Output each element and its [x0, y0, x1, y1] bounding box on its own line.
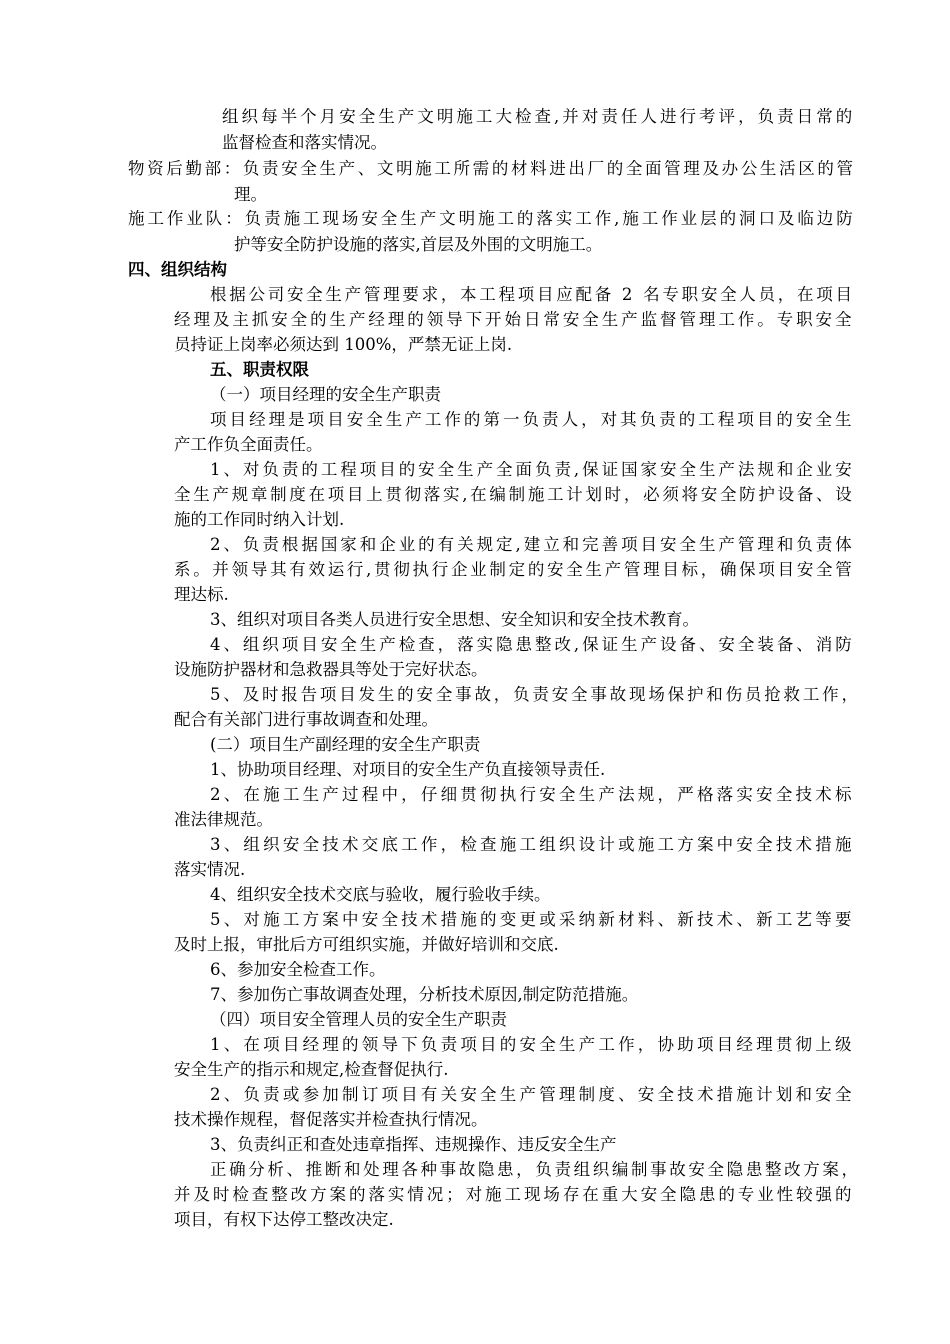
text-line: 设施防护器材和急救器具等处于完好状态。	[174, 660, 488, 679]
text-line: 4、组织项目安全生产检查，落实隐患整改,保证生产设备、安全装备、消防	[210, 635, 855, 654]
text-line: 项目，有权下达停工整改决定.	[174, 1210, 394, 1229]
text-line: 正确分析、推断和处理各种事故隐患，负责组织编制事故安全隐患整改方案，	[210, 1160, 861, 1179]
text-line: 产工作负全面责任。	[174, 435, 323, 454]
text-line: 2、负责根据国家和企业的有关规定,建立和完善项目安全生产管理和负责体	[210, 535, 855, 554]
text-line: 员持证上岗率必须达到 100%，严禁无证上岗.	[174, 335, 513, 354]
text-line: 项目经理是项目安全生产工作的第一负责人，对其负责的工程项目的安全生	[210, 410, 855, 429]
text-line: 及时上报，审批后方可组织实施，并做好培训和交底.	[174, 935, 559, 954]
text-line: 施的工作同时纳入计划.	[174, 510, 345, 529]
text-line: (二）项目生产副经理的安全生产职责	[210, 735, 481, 754]
text-line: 落实情况.	[174, 860, 246, 879]
text-line: 经理及主抓安全的生产经理的领导下开始日常安全生产监督管理工作。专职安全	[174, 310, 855, 329]
text-line: 4、组织安全技术交底与验收，履行验收手续。	[210, 885, 551, 904]
text-line: 施工作业队：负责施工现场安全生产文明施工的落实工作,施工作业层的洞口及临边防	[128, 209, 856, 228]
text-line: 安全生产的指示和规定,检查督促执行.	[174, 1060, 449, 1079]
text-line: 配合有关部门进行事故调查和处理。	[174, 710, 438, 729]
text-line: 系。并领导其有效运行,贯彻执行企业制定的安全生产管理目标，确保项目安全管	[174, 560, 855, 579]
text-line: 3、负责纠正和查处违章指挥、违规操作、违反安全生产	[210, 1135, 617, 1154]
text-line: 理达标.	[174, 585, 229, 604]
text-line: 理。	[234, 185, 267, 204]
section-heading: 四、组织结构	[128, 260, 227, 279]
section-heading: 五、职责权限	[210, 360, 309, 379]
text-line: （四）项目安全管理人员的安全生产职责	[210, 1010, 507, 1029]
text-line: 根据公司安全生产管理要求，本工程项目应配备 2 名专职安全人员，在项目	[210, 285, 855, 304]
text-line: 技术操作规程，督促落实并检查执行情况。	[174, 1110, 488, 1129]
text-line: 并及时检查整改方案的落实情况；对施工现场存在重大安全隐患的专业性较强的	[174, 1185, 855, 1204]
text-line: 6、参加安全检查工作。	[210, 960, 386, 979]
text-line: 全生产规章制度在项目上贯彻落实,在编制施工计划时，必须将安全防护设备、设	[174, 485, 855, 504]
text-line: 1、协助项目经理、对项目的安全生产负直接领导责任.	[210, 760, 606, 779]
text-line: 准法律规范。	[174, 810, 273, 829]
text-line: 1、对负责的工程项目的安全生产全面负责,保证国家安全生产法规和企业安	[210, 460, 855, 479]
text-line: 2、在施工生产过程中，仔细贯彻执行安全生产法规，严格落实安全技术标	[210, 785, 855, 804]
text-line: 5、及时报告项目发生的安全事故，负责安全事故现场保护和伤员抢救工作，	[210, 685, 861, 704]
text-line: 物资后勤部：负责安全生产、文明施工所需的材料进出厂的全面管理及办公生活区的管	[128, 159, 856, 178]
text-line: 2、负责或参加制订项目有关安全生产管理制度、安全技术措施计划和安全	[210, 1085, 855, 1104]
text-line: 1、在项目经理的领导下负责项目的安全生产工作，协助项目经理贯彻上级	[210, 1035, 855, 1054]
text-line: 5、对施工方案中安全技术措施的变更或采纳新材料、新技术、新工艺等要	[210, 910, 855, 929]
text-line: 3、组织安全技术交底工作，检查施工组织设计或施工方案中安全技术措施	[210, 835, 855, 854]
text-line: 监督检查和落实情况。	[222, 133, 387, 152]
text-line: 3、组织对项目各类人员进行安全思想、安全知识和安全技术教育。	[210, 610, 699, 629]
text-line: 7、参加伤亡事故调查处理，分析技术原因,制定防范措施。	[210, 985, 639, 1004]
text-line: 组织每半个月安全生产文明施工大检查,并对责任人进行考评，负责日常的	[222, 107, 856, 126]
text-line: （一）项目经理的安全生产职责	[210, 385, 441, 404]
text-line: 护等安全防护设施的落实,首层及外围的文明施工。	[234, 235, 603, 254]
